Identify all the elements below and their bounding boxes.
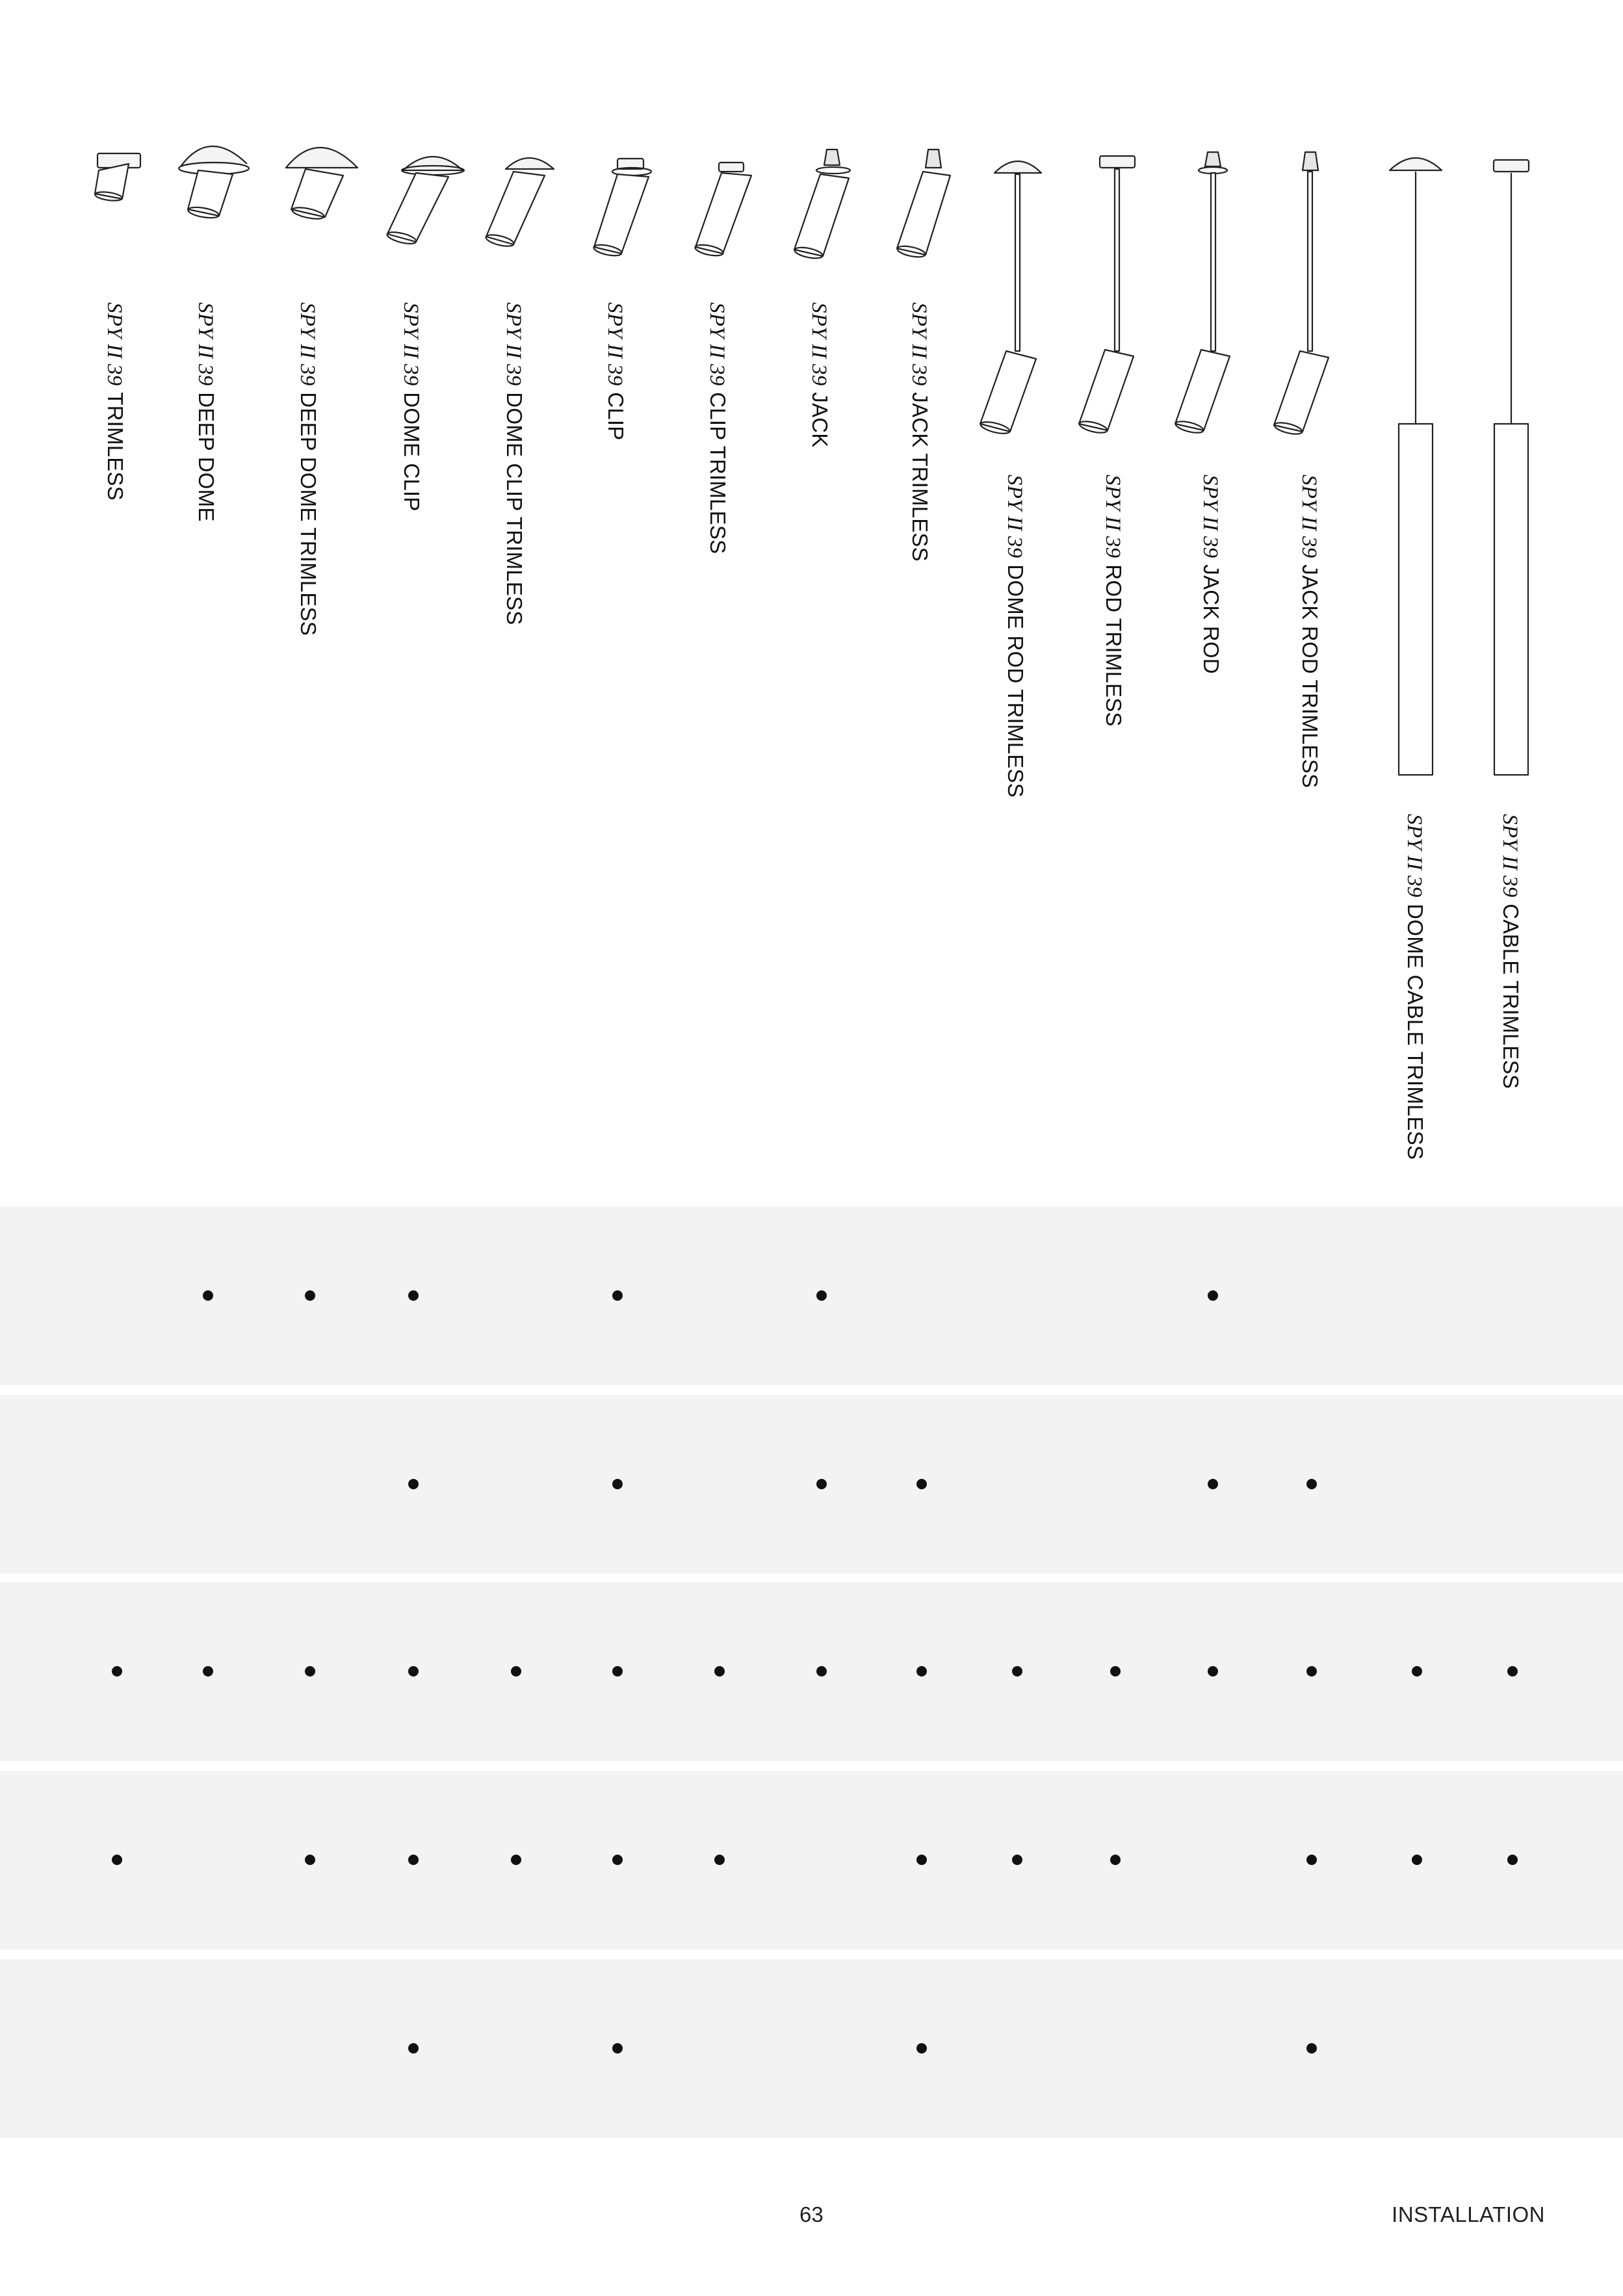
- fixture-drawing-rod-trimless: [1078, 156, 1135, 435]
- column-label-14: [1402, 814, 1427, 1160]
- compatibility-dot: [916, 2043, 927, 2054]
- compatibility-dot: [1306, 1666, 1317, 1676]
- column-variant: CABLE TRIMLESS: [1499, 904, 1523, 1089]
- column-brand: SPY II 39: [1297, 475, 1321, 558]
- column-variant: DOME CABLE TRIMLESS: [1403, 904, 1427, 1160]
- page-number: 63: [799, 2202, 824, 2226]
- column-variant: JACK ROD TRIMLESS: [1298, 564, 1322, 789]
- column-label-3: [295, 302, 320, 636]
- column-label-7: [705, 302, 730, 554]
- column-label-6: [603, 302, 628, 440]
- column-brand: SPY II 39: [1498, 814, 1522, 898]
- compatibility-dot: [1012, 1666, 1022, 1676]
- compatibility-dot: [612, 1290, 623, 1301]
- compatibility-dot: [305, 1666, 315, 1676]
- fixture-drawing-dome-clip-trimless: [485, 158, 554, 248]
- column-variant: DOME ROD TRIMLESS: [1004, 564, 1028, 798]
- fixture-drawing-deep-dome: [179, 146, 249, 220]
- compatibility-dot: [305, 1290, 315, 1301]
- fixture-drawing-clip-trimless: [694, 163, 751, 257]
- compatibility-dot: [408, 1666, 419, 1676]
- fixture-drawing-jack-trimless: [896, 150, 950, 259]
- fixture-drawing-dome-clip: [386, 157, 464, 246]
- fixture-drawing-clip: [593, 159, 651, 257]
- compatibility-dot: [714, 1666, 725, 1676]
- column-label-2: [193, 302, 218, 522]
- compatibility-dot: [408, 1479, 419, 1489]
- column-variant: JACK TRIMLESS: [908, 392, 932, 562]
- compatibility-dot: [1306, 2043, 1317, 2054]
- compatibility-dot: [511, 1666, 521, 1676]
- column-brand: SPY II 39: [907, 302, 931, 386]
- fixture-drawing-dome-rod-trimless: [980, 161, 1041, 436]
- compatibility-dot: [612, 1666, 623, 1676]
- column-label-8: [807, 302, 832, 447]
- column-label-15: [1498, 814, 1523, 1089]
- column-brand: SPY II 39: [399, 302, 422, 386]
- compatibility-dot: [916, 1855, 927, 1865]
- column-variant: CLIP TRIMLESS: [706, 392, 730, 554]
- column-brand: SPY II 39: [603, 302, 627, 386]
- compatibility-dot: [612, 1479, 623, 1489]
- compatibility-dot: [203, 1290, 213, 1301]
- column-variant: DEEP DOME: [194, 392, 218, 522]
- fixture-drawing-deep-dome-trimless: [286, 148, 357, 221]
- column-brand: SPY II 39: [807, 302, 831, 386]
- compatibility-dot: [1208, 1666, 1218, 1676]
- column-variant: DEEP DOME TRIMLESS: [296, 392, 320, 636]
- compatibility-dot: [916, 1666, 927, 1676]
- row-band-4: [0, 1771, 1623, 1950]
- fixture-drawing-dome-cable-trimless: [1390, 158, 1442, 775]
- fixture-drawing-trimless: [94, 153, 140, 202]
- compatibility-dot: [1507, 1666, 1518, 1676]
- section-name: INSTALLATION: [1392, 2202, 1545, 2226]
- compatibility-dot: [612, 2043, 623, 2054]
- row-band-1: [0, 1207, 1623, 1385]
- column-brand: SPY II 39: [103, 302, 126, 386]
- compatibility-dot: [1507, 1855, 1518, 1865]
- compatibility-dot: [1306, 1479, 1317, 1489]
- column-brand: SPY II 39: [502, 302, 525, 386]
- column-variant: DOME CLIP TRIMLESS: [502, 392, 526, 625]
- compatibility-dot: [1110, 1855, 1121, 1865]
- fixture-drawing-jack: [794, 150, 850, 260]
- row-band-5: [0, 1959, 1623, 2138]
- column-label-11: [1100, 475, 1126, 727]
- compatibility-dot: [612, 1855, 623, 1865]
- column-brand: SPY II 39: [705, 302, 729, 386]
- column-brand: SPY II 39: [1403, 814, 1426, 898]
- compatibility-dot: [1208, 1479, 1218, 1489]
- column-brand: SPY II 39: [1003, 475, 1026, 558]
- compatibility-dot: [1012, 1855, 1022, 1865]
- compatibility-dot: [816, 1290, 827, 1301]
- compatibility-dot: [916, 1479, 927, 1489]
- column-variant: JACK ROD: [1199, 564, 1223, 674]
- column-brand: SPY II 39: [1101, 475, 1124, 558]
- column-label-12: [1198, 475, 1223, 674]
- fixture-drawing-cable-trimless: [1494, 160, 1529, 775]
- compatibility-dot: [1110, 1666, 1121, 1676]
- column-brand: SPY II 39: [194, 302, 217, 386]
- compatibility-dot: [1306, 1855, 1317, 1865]
- compatibility-dot: [408, 2043, 419, 2054]
- compatibility-dot: [408, 1290, 419, 1301]
- column-label-9: [907, 302, 932, 562]
- compatibility-dot: [112, 1666, 122, 1676]
- column-label-5: [501, 302, 526, 625]
- column-brand: SPY II 39: [1199, 475, 1222, 558]
- compatibility-dot: [305, 1855, 315, 1865]
- column-variant: DOME CLIP: [400, 392, 424, 512]
- compatibility-dot: [1412, 1855, 1422, 1865]
- column-label-10: [1002, 475, 1028, 798]
- compatibility-dot: [1412, 1666, 1422, 1676]
- fixture-drawing-jack-rod: [1175, 152, 1230, 435]
- fixture-drawing-jack-rod-trimless: [1273, 152, 1329, 436]
- column-label-4: [398, 302, 424, 512]
- column-variant: ROD TRIMLESS: [1102, 564, 1126, 727]
- compatibility-dot: [714, 1855, 725, 1865]
- compatibility-dot: [203, 1666, 213, 1676]
- column-variant: JACK: [808, 392, 832, 448]
- column-variant: CLIP: [604, 392, 628, 441]
- column-brand: SPY II 39: [296, 302, 319, 386]
- compatibility-dot: [816, 1666, 827, 1676]
- compatibility-dot: [408, 1855, 419, 1865]
- row-band-2: [0, 1395, 1623, 1574]
- compatibility-dot: [511, 1855, 521, 1865]
- compatibility-dot: [1208, 1290, 1218, 1301]
- row-band-3: [0, 1582, 1623, 1761]
- column-variant: TRIMLESS: [103, 392, 127, 501]
- compatibility-dot: [816, 1479, 827, 1489]
- column-label-13: [1297, 475, 1322, 788]
- compatibility-dot: [112, 1855, 122, 1865]
- column-label-1: [102, 302, 127, 501]
